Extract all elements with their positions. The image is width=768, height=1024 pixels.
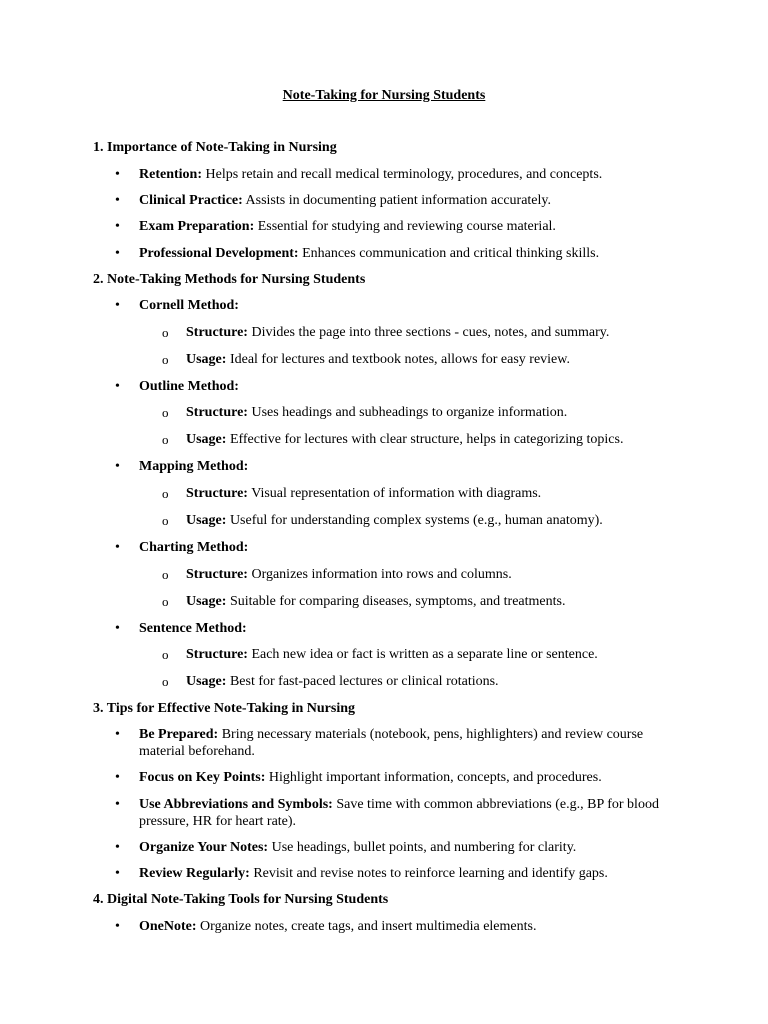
sub-bullet-glyph: o (162, 513, 169, 528)
item-label: Focus on Key Points: (139, 770, 266, 785)
sub-bullet-glyph: o (162, 432, 169, 447)
item-text: Save time with common abbreviations (e.g., BP for blood pressure, HR for heart rate). (139, 797, 659, 829)
sub-list-item (186, 404, 567, 421)
item-label: Review Regularly: (139, 866, 250, 881)
item-label: Sentence Method: (139, 621, 247, 636)
sub-list-item (186, 593, 565, 610)
sub-item-text: Effective for lectures with clear structure, helps in categorizing topics. (229, 432, 624, 447)
bullet-glyph: • (115, 797, 120, 812)
list-item (139, 918, 536, 935)
list-item (139, 166, 602, 183)
sub-item-text: Ideal for lectures and textbook notes, allows for easy review. (229, 352, 570, 367)
item-label: OneNote: (139, 919, 197, 934)
sub-item-label: Usage: (186, 432, 227, 447)
sub-item-text: Each new idea or fact is written as a separate line or sentence. (251, 647, 598, 662)
bullet-glyph: • (115, 540, 120, 555)
sub-bullet-glyph: o (162, 594, 169, 609)
bullet-glyph: • (115, 621, 120, 636)
sub-list-item (186, 324, 609, 341)
list-item (139, 458, 248, 475)
list-item (139, 192, 551, 209)
sub-bullet-glyph: o (162, 325, 169, 340)
item-label: Professional Development: (139, 246, 299, 261)
sub-item-label: Usage: (186, 674, 227, 689)
item-text: Essential for studying and reviewing course material. (257, 219, 556, 234)
bullet-glyph: • (115, 379, 120, 394)
sub-item-text: Visual representation of information with diagrams. (251, 486, 542, 501)
item-label: Outline Method: (139, 379, 239, 394)
sub-item-text: Uses headings and subheadings to organize information. (251, 405, 568, 420)
sub-item-text: Best for fast-paced lectures or clinical rotations. (229, 674, 499, 689)
sub-list-item (186, 646, 598, 663)
item-label: Mapping Method: (139, 459, 249, 474)
sub-item-label: Structure: (186, 325, 248, 340)
bullet-glyph: • (115, 167, 120, 182)
sub-list-item (186, 673, 499, 690)
item-label: Clinical Practice: (139, 193, 243, 208)
sub-bullet-glyph: o (162, 674, 169, 689)
list-item (139, 245, 599, 262)
sub-item-label: Usage: (186, 594, 227, 609)
sub-item-label: Structure: (186, 486, 248, 501)
sub-list-item (186, 512, 603, 529)
item-label: Cornell Method: (139, 298, 239, 313)
item-label: Organize Your Notes: (139, 840, 269, 855)
sub-item-text: Useful for understanding complex systems (e.g., human anatomy). (229, 513, 603, 528)
item-label: Retention: (139, 167, 202, 182)
list-item (139, 620, 247, 637)
item-text: Use headings, bullet points, and numbering for clarity. (271, 840, 577, 855)
item-text: Enhances communication and critical thinking skills. (302, 246, 600, 261)
bullet-glyph: • (115, 193, 120, 208)
bullet-glyph: • (115, 298, 120, 313)
list-item (139, 297, 239, 314)
item-text: Bring necessary materials (notebook, pens, highlighters) and review course material beforehand. (139, 727, 644, 759)
sub-list-item (186, 351, 570, 368)
item-text: Highlight important information, concepts, and procedures. (268, 770, 602, 785)
list-item (139, 539, 248, 556)
section-heading: 3. Tips for Effective Note-Taking in Nursing (93, 701, 356, 716)
list-item (139, 378, 239, 395)
sub-bullet-glyph: o (162, 405, 169, 420)
sub-bullet-glyph: o (162, 567, 169, 582)
sub-bullet-glyph: o (162, 352, 169, 367)
section-heading: 1. Importance of Note-Taking in Nursing (93, 140, 337, 155)
item-text: Organize notes, create tags, and insert multimedia elements. (200, 919, 537, 934)
bullet-glyph: • (115, 727, 120, 742)
list-item (139, 218, 556, 235)
sub-bullet-glyph: o (162, 486, 169, 501)
section-heading: 4. Digital Note-Taking Tools for Nursing Students (93, 892, 389, 907)
bullet-glyph: • (115, 866, 120, 881)
list-item (139, 769, 602, 786)
sub-list-item (186, 485, 541, 502)
sub-list-item (186, 431, 623, 448)
sub-item-label: Structure: (186, 405, 248, 420)
sub-bullet-glyph: o (162, 647, 169, 662)
sub-item-label: Structure: (186, 647, 248, 662)
item-label: Use Abbreviations and Symbols: (139, 797, 333, 812)
section-heading: 2. Note-Taking Methods for Nursing Students (93, 272, 366, 287)
bullet-glyph: • (115, 246, 120, 261)
sub-item-label: Usage: (186, 352, 227, 367)
item-label: Be Prepared: (139, 727, 219, 742)
sub-item-text: Divides the page into three sections - cues, notes, and summary. (251, 325, 610, 340)
list-item (139, 839, 576, 856)
item-label: Charting Method: (139, 540, 249, 555)
bullet-glyph: • (115, 459, 120, 474)
list-item (139, 726, 679, 760)
bullet-glyph: • (115, 219, 120, 234)
item-label: Exam Preparation: (139, 219, 255, 234)
item-text: Revisit and revise notes to reinforce learning and identify gaps. (253, 866, 608, 881)
bullet-glyph: • (115, 840, 120, 855)
list-item (139, 865, 608, 882)
item-text: Helps retain and recall medical terminology, procedures, and concepts. (205, 167, 603, 182)
sub-item-text: Suitable for comparing diseases, symptoms, and treatments. (229, 594, 566, 609)
sub-item-label: Structure: (186, 567, 248, 582)
sub-item-text: Organizes information into rows and columns. (251, 567, 512, 582)
list-item (139, 796, 679, 830)
document-title: Note-Taking for Nursing Students (282, 88, 486, 103)
sub-item-label: Usage: (186, 513, 227, 528)
bullet-glyph: • (115, 919, 120, 934)
item-text: Assists in documenting patient information accurately. (245, 193, 551, 208)
bullet-glyph: • (115, 770, 120, 785)
sub-list-item (186, 566, 512, 583)
